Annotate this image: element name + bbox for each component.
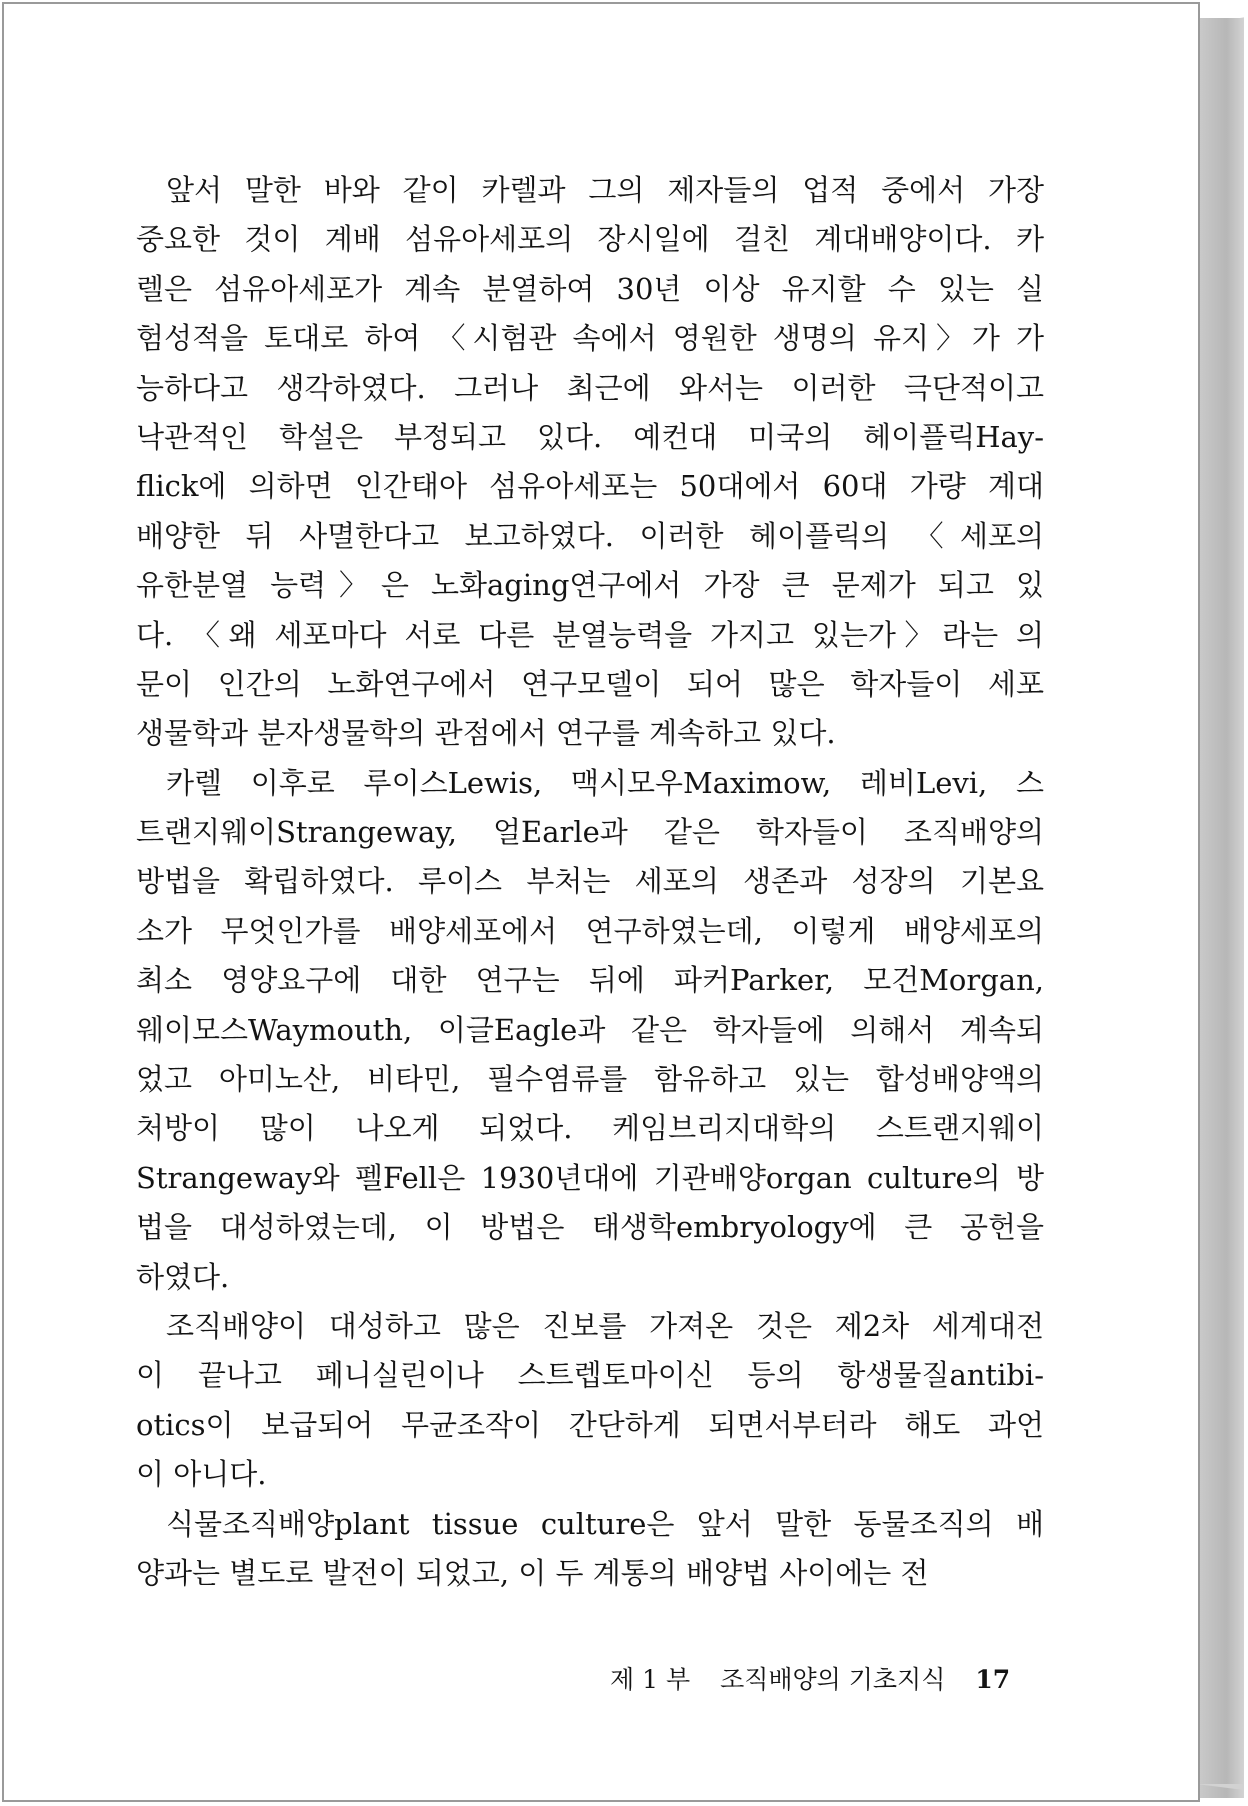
paragraph-line: 능하다고 생각하였다. 그러나 최근에 와서는 이러한 극단적이고 [136, 370, 1044, 405]
paragraph-line: 낙관적인 학설은 부정되고 있다. 예컨대 미국의 헤이플릭Hay- [136, 419, 1044, 454]
body-text [136, 166, 1044, 1598]
paragraph-line: 앞서 말한 바와 같이 카렐과 그의 제자들의 업적 중에서 가장 [166, 173, 1044, 207]
paragraph-line: 조직배양이 대성하고 많은 진보를 가져온 것은 제2차 세계대전 [166, 1308, 1044, 1343]
page-footer [610, 1660, 1010, 1696]
page-number: 17 [975, 1665, 1011, 1694]
paragraph-line: 웨이모스Waymouth, 이글Eagle과 같은 학자들에 의해서 계속되 [136, 1012, 1044, 1047]
paragraph-line: 험성적을 토대로 하여 〈시험관 속에서 영원한 생명의 유지〉가 가 [136, 321, 1044, 356]
paragraph-line: 중요한 것이 계배 섬유아세포의 장시일에 걸친 계대배양이다. 카 [136, 222, 1044, 257]
paragraph-line: flick에 의하면 인간태아 섬유아세포는 50대에서 60대 가량 계대 [136, 469, 1044, 504]
paragraph-line: 법을 대성하였는데, 이 방법은 태생학embryology에 큰 공헌을 [136, 1210, 1044, 1245]
paragraph-line: 식물조직배양plant tissue culture은 앞서 말한 동물조직의 배 [166, 1506, 1044, 1541]
paragraph-line: 트랜지웨이Strangeway, 얼Earle과 같은 학자들이 조직배양의 [136, 815, 1044, 850]
paragraph-line: 하였다. [136, 1259, 230, 1294]
footer-section-title: 조직배양의 기초지식 [720, 1665, 946, 1694]
paragraph-line: 문이 인간의 노화연구에서 연구모델이 되어 많은 학자들이 세포 [136, 666, 1044, 701]
paragraph-line: otics이 보급되어 무균조작이 간단하게 되면서부터라 해도 과언 [136, 1407, 1044, 1442]
paragraph-line: 유한분열 능력〉은 노화aging연구에서 가장 큰 문제가 되고 있 [136, 568, 1044, 603]
paragraph-line: 다. 〈왜 세포마다 서로 다른 분열능력을 가지고 있는가〉라는 의 [136, 617, 1044, 652]
paragraph-line: Strangeway와 펠Fell은 1930년대에 기관배양organ culture의 방 [136, 1160, 1044, 1195]
paragraph-line: 배양한 뒤 사멸한다고 보고하였다. 이러한 헤이플릭의 〈세포의 [136, 518, 1044, 553]
paragraph-line: 었고 아미노산, 비타민, 필수염류를 함유하고 있는 합성배양액의 [136, 1062, 1044, 1097]
book-page [2, 2, 1200, 1802]
paragraph-line: 처방이 많이 나오게 되었다. 케임브리지대학의 스트랜지웨이 [136, 1111, 1044, 1146]
paragraph-line: 이 끝나고 페니실린이나 스트렙토마이신 등의 항생물질antibi- [136, 1358, 1044, 1393]
footer-part: 제 1 부 [610, 1665, 691, 1694]
paragraph-line: 양과는 별도로 발전이 되었고, 이 두 계통의 배양법 사이에는 전 [136, 1555, 929, 1590]
paragraph-line: 소가 무엇인가를 배양세포에서 연구하였는데, 이렇게 배양세포의 [136, 913, 1044, 948]
page-edge-shadow [1200, 18, 1244, 1798]
paragraph-line: 카렐 이후로 루이스Lewis, 맥시모우Maximow, 레비Levi, 스 [166, 765, 1044, 800]
paragraph-line: 최소 영양요구에 대한 연구는 뒤에 파커Parker, 모건Morgan, [136, 963, 1044, 998]
paragraph-line: 방법을 확립하였다. 루이스 부처는 세포의 생존과 성장의 기본요 [136, 864, 1044, 899]
paragraph-line: 이 아니다. [136, 1457, 267, 1492]
paragraph-line: 생물학과 분자생물학의 관점에서 연구를 계속하고 있다. [136, 716, 836, 751]
paragraph-line: 렐은 섬유아세포가 계속 분열하여 30년 이상 유지할 수 있는 실 [136, 271, 1044, 306]
